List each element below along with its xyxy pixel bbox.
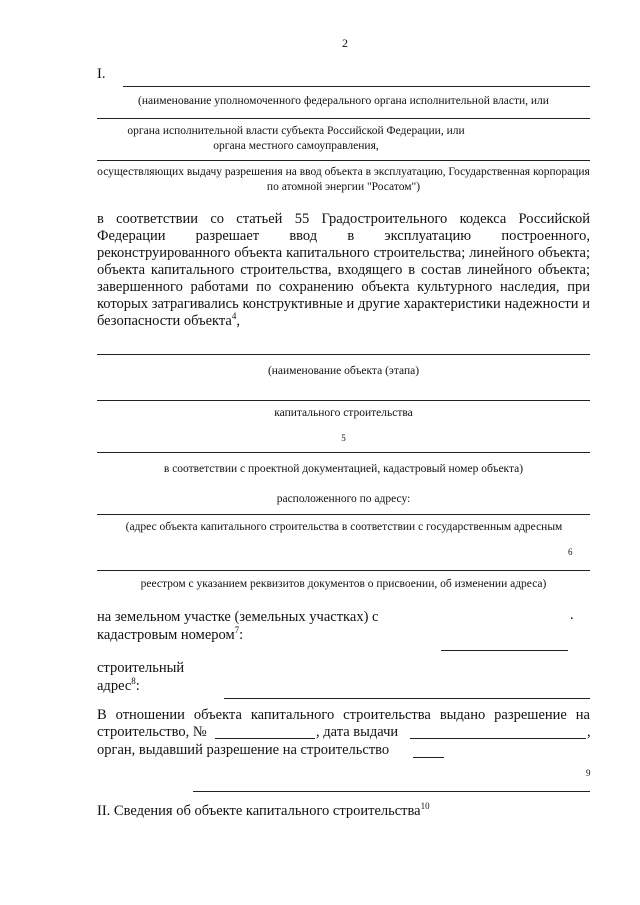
caption-authority-1: (наименование уполномоченного федерального органа исполнительной власти, или [138, 95, 549, 107]
section-one-number: I. [97, 66, 106, 82]
land-plot-colon: : [239, 627, 244, 643]
land-plot-line-1: на земельном участке (земельных участках) с [97, 609, 379, 625]
permit-authority-field[interactable] [193, 791, 590, 792]
land-plot-dot: . [570, 607, 574, 623]
footnote-7: 7 [234, 625, 240, 636]
permit-authority-field-short[interactable] [413, 757, 444, 758]
construction-address-field[interactable] [224, 698, 590, 699]
permit-number-field[interactable] [215, 738, 315, 739]
permit-line-2-c: , [587, 724, 591, 740]
section-two-heading [97, 803, 430, 820]
authority-line-1 [123, 86, 590, 87]
construction-colon: : [135, 678, 140, 694]
construction-line-1: строительный [97, 660, 185, 676]
caption-project-doc: в соответствии с проектной документацией, кадастровый номер объекта) [163, 463, 524, 475]
main-paragraph-text: в соответствии со статьей 55 Градостроительного кодекса Российской Федерации разрешает ввод в эксплуатацию построенного, реконструированного объекта капитального строительства; линейного объекта; объекта капитального строительства, входящего в состав линейного объекта; завершенного работами по сохранению объекта культурного наследия, при которых затрагивались конструктивные и другие характеристики надежности и безопасности объекта [97, 211, 590, 329]
main-paragraph-end: , [236, 313, 240, 329]
caption-authority-3: осуществляющих выдачу разрешения на ввод объекта в эксплуатацию, Государственная корпорация по атомной энергии "Росатом") [97, 166, 590, 193]
footnote-6: 6 [568, 547, 573, 557]
address-line-2 [97, 570, 590, 571]
authority-line-2 [97, 118, 590, 119]
main-paragraph [97, 211, 590, 330]
construction-line-2 [97, 678, 140, 695]
section-two-title: II. Сведения об объекте капитального строительства [97, 803, 421, 819]
footnote-10: 10 [420, 801, 430, 812]
construction-label: адрес [97, 678, 132, 694]
caption-address-2: реестром с указанием реквизитов документов о присвоении, об изменении адреса) [140, 578, 547, 590]
permit-date-field[interactable] [410, 738, 586, 739]
object-name-line [97, 354, 590, 355]
permit-line-2-a: строительство, № [97, 724, 207, 740]
footnote-8: 8 [131, 676, 136, 687]
address-line-1 [97, 514, 590, 515]
cadastral-number-field[interactable] [441, 650, 568, 651]
caption-authority-2: органа исполнительной власти субъекта Российской Федерации, или органа местного самоуправления, [127, 125, 465, 152]
project-doc-line [97, 452, 590, 453]
authority-line-3 [97, 160, 590, 161]
page-number: 2 [342, 36, 348, 50]
caption-located: расположенного по адресу: [276, 493, 411, 505]
footnote-4: 4 [231, 311, 237, 322]
caption-object-name: (наименование объекта (этапа) [267, 365, 420, 377]
land-plot-line-2 [97, 627, 243, 644]
caption-address-1: (адрес объекта капитального строительства в соответствии с государственным адресным [125, 521, 563, 533]
permit-line-1: В отношении объекта капитального строительства выдано разрешение на [97, 707, 590, 723]
footnote-5: 5 [341, 433, 346, 443]
permit-line-2-b: , дата выдачи [316, 724, 399, 740]
caption-capital: капитального строительства [274, 407, 413, 419]
land-plot-label: кадастровым номером [97, 627, 235, 643]
permit-line-3: орган, выдавший разрешение на строительство [97, 742, 390, 758]
footnote-9: 9 [586, 768, 591, 778]
capital-line [97, 400, 590, 401]
